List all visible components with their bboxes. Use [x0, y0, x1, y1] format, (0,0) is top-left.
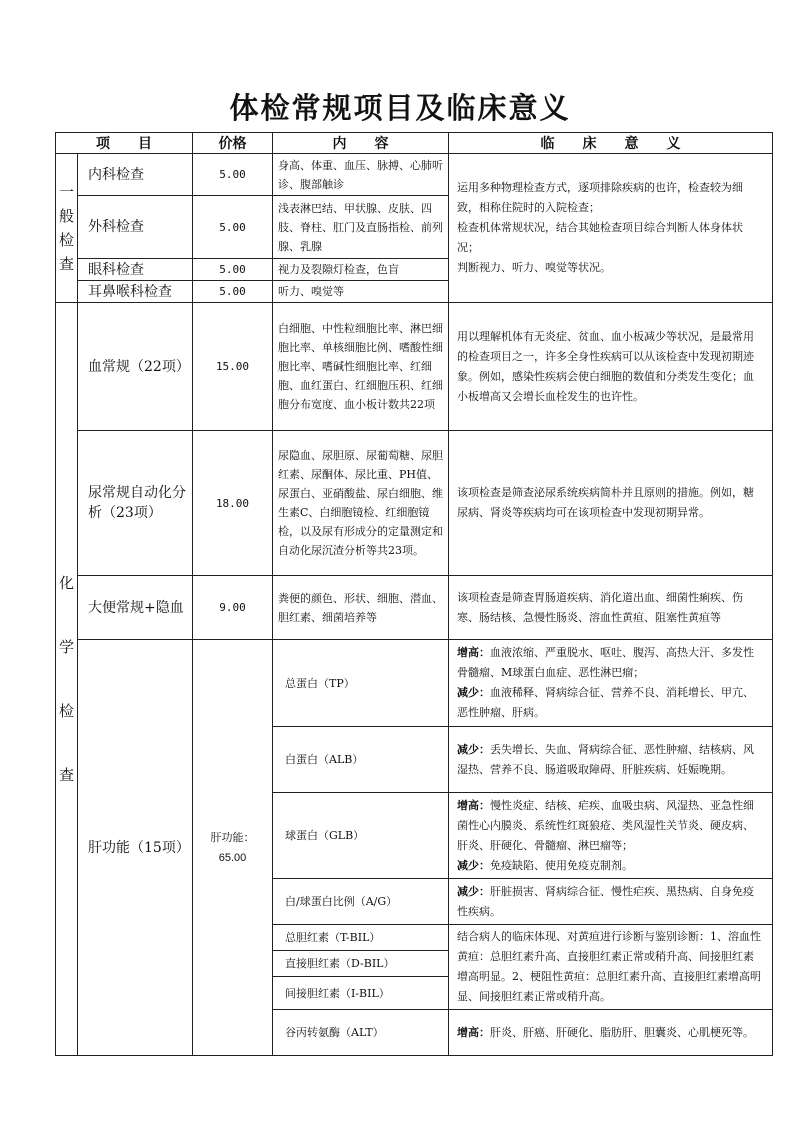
- item-name: 血常规（22项）: [78, 303, 193, 431]
- general-meaning: 运用多种物理检查方式，逐项排除疾病的也许，检查较为细致，相称住院时的入院检查； 检查机体常规状况，结合其她检查项目综合判断人体身体状况； 判断视力、听力、嗅觉等状况。: [449, 154, 773, 303]
- table-row: [56, 640, 773, 727]
- item-name: 内科检查: [78, 154, 193, 196]
- item-name: 耳鼻喉科检查: [78, 281, 193, 303]
- item-price: 肝功能： 65.00: [193, 640, 273, 1056]
- sub-item-name: 间接胆红素（I-BIL）: [273, 977, 449, 1010]
- item-meaning: 该项检查是筛查胃肠道疾病、消化道出血、细菌性痢疾、伤寒、肠结核、急慢性肠炎、溶血性黄疸、阻塞性黄疸等: [449, 576, 773, 640]
- item-meaning: 增高：血液浓缩、严重脱水、呕吐、腹泻、高热大汗、多发性骨髓瘤、M球蛋白血症、恶性淋巴瘤； 减少：血液稀释、肾病综合征、营养不良、消耗增长、甲亢、恶性肿瘤、肝病。: [449, 640, 773, 727]
- item-content: 浅表淋巴结、甲状腺、皮肤、四肢、脊柱、肛门及直肠指检、前列腺、乳腺: [273, 196, 449, 259]
- item-price: 18.00: [193, 431, 273, 576]
- item-content: 身高、体重、血压、脉搏、心肺听诊、腹部触诊: [273, 154, 449, 196]
- item-name: 大便常规+隐血: [78, 576, 193, 640]
- table-header-row: [56, 133, 773, 154]
- item-name: 尿常规自动化分析（23项）: [78, 431, 193, 576]
- table-row: [56, 576, 773, 640]
- sub-item-name: 白蛋白（ALB）: [273, 727, 449, 793]
- category-general: 一 般 检 查: [56, 154, 78, 303]
- item-price: 9.00: [193, 576, 273, 640]
- item-meaning: 减少：丢失增长、失血、肾病综合征、恶性肿瘤、结核病、风湿热、营养不良、肠道吸取障碍、肝脏疾病、妊娠晚期。: [449, 727, 773, 793]
- item-price: 5.00: [193, 154, 273, 196]
- table-row: [56, 154, 773, 196]
- category-chemistry: 化 学 检 查: [56, 303, 78, 1056]
- item-content: 白细胞、中性粒细胞比率、淋巴细胞比率、单核细胞比例、嗜酸性细胞比率、嗜碱性细胞比率、红细胞、血红蛋白、红细胞压积、红细胞分布宽度、血小板计数共22项: [273, 303, 449, 431]
- sub-item-name: 总胆红素（T-BIL）: [273, 925, 449, 951]
- item-meaning: 用以理解机体有无炎症、贫血、血小板减少等状况，是最常用的检查项目之一，许多全身性疾病可以从该检查中发现初期迹象。例如，感染性疾病会使白细胞的数值和分类发生变化；血小板增高又会增长血栓发生的也许性。: [449, 303, 773, 431]
- item-price: 5.00: [193, 259, 273, 281]
- item-price: 5.00: [193, 281, 273, 303]
- item-name: 外科检查: [78, 196, 193, 259]
- item-meaning: 该项检查是筛查泌尿系统疾病简朴并且原则的措施。例如，糖尿病、肾炎等疾病均可在该项检查中发现初期异常。: [449, 431, 773, 576]
- sub-item-name: 直接胆红素（D-BIL）: [273, 951, 449, 977]
- item-price: 5.00: [193, 196, 273, 259]
- item-content: 视力及裂隙灯检查，色盲: [273, 259, 449, 281]
- sub-item-name: 白/球蛋白比例（A/G）: [273, 879, 449, 925]
- page-title: 体检常规项目及临床意义: [229, 91, 571, 125]
- table-row: [56, 303, 773, 431]
- item-name: 眼科检查: [78, 259, 193, 281]
- item-meaning: 减少：肝脏损害、肾病综合征、慢性疟疾、黑热病、自身免疫性疾病。: [449, 879, 773, 925]
- table-row: [56, 431, 773, 576]
- sub-item-name: 谷丙转氨酶（ALT）: [273, 1010, 449, 1056]
- sub-item-name: 球蛋白（GLB）: [273, 793, 449, 879]
- item-name: 肝功能（15项）: [78, 640, 193, 1056]
- item-content: 尿隐血、尿胆原、尿葡萄糖、尿胆红素、尿酮体、尿比重、PH值、尿蛋白、亚硝酸盐、尿白细胞、维生素C、白细胞镜检、红细胞镜检，以及尿有形成分的定量测定和自动化尿沉渣分析等共23项。: [273, 431, 449, 576]
- bilirubin-meaning: 结合病人的临床体现、对黄疸进行诊断与鉴别诊断：1、溶血性黄疸：总胆红素升高、直接胆红素正常或稍升高、间接胆红素增高明显。2、梗阻性黄疸：总胆红素升高、直接胆红素增高明显、间接胆红素正常或稍升高。: [449, 925, 773, 1010]
- item-content: 听力、嗅觉等: [273, 281, 449, 303]
- item-price: 15.00: [193, 303, 273, 431]
- item-content: 粪便的颜色、形状、细胞、潜血、胆红素、细菌培养等: [273, 576, 449, 640]
- header-meaning: 临 床 意 义: [449, 133, 773, 154]
- header-price: 价格: [193, 133, 273, 154]
- item-meaning: 增高：慢性炎症、结核、疟疾、血吸虫病、风湿热、亚急性细菌性心内膜炎、系统性红斑狼疮、类风湿性关节炎、硬皮病、肝炎、肝硬化、骨髓瘤、淋巴瘤等； 减少：免疫缺陷、使用免疫克制剂。: [449, 793, 773, 879]
- header-content: 内 容: [273, 133, 449, 154]
- sub-item-name: 总蛋白（TP）: [273, 640, 449, 727]
- checkup-table: [55, 132, 773, 1056]
- header-item: 项 目: [56, 133, 193, 154]
- item-meaning: 增高：肝炎、肝癌、肝硬化、脂肪肝、胆囊炎、心肌梗死等。: [449, 1010, 773, 1056]
